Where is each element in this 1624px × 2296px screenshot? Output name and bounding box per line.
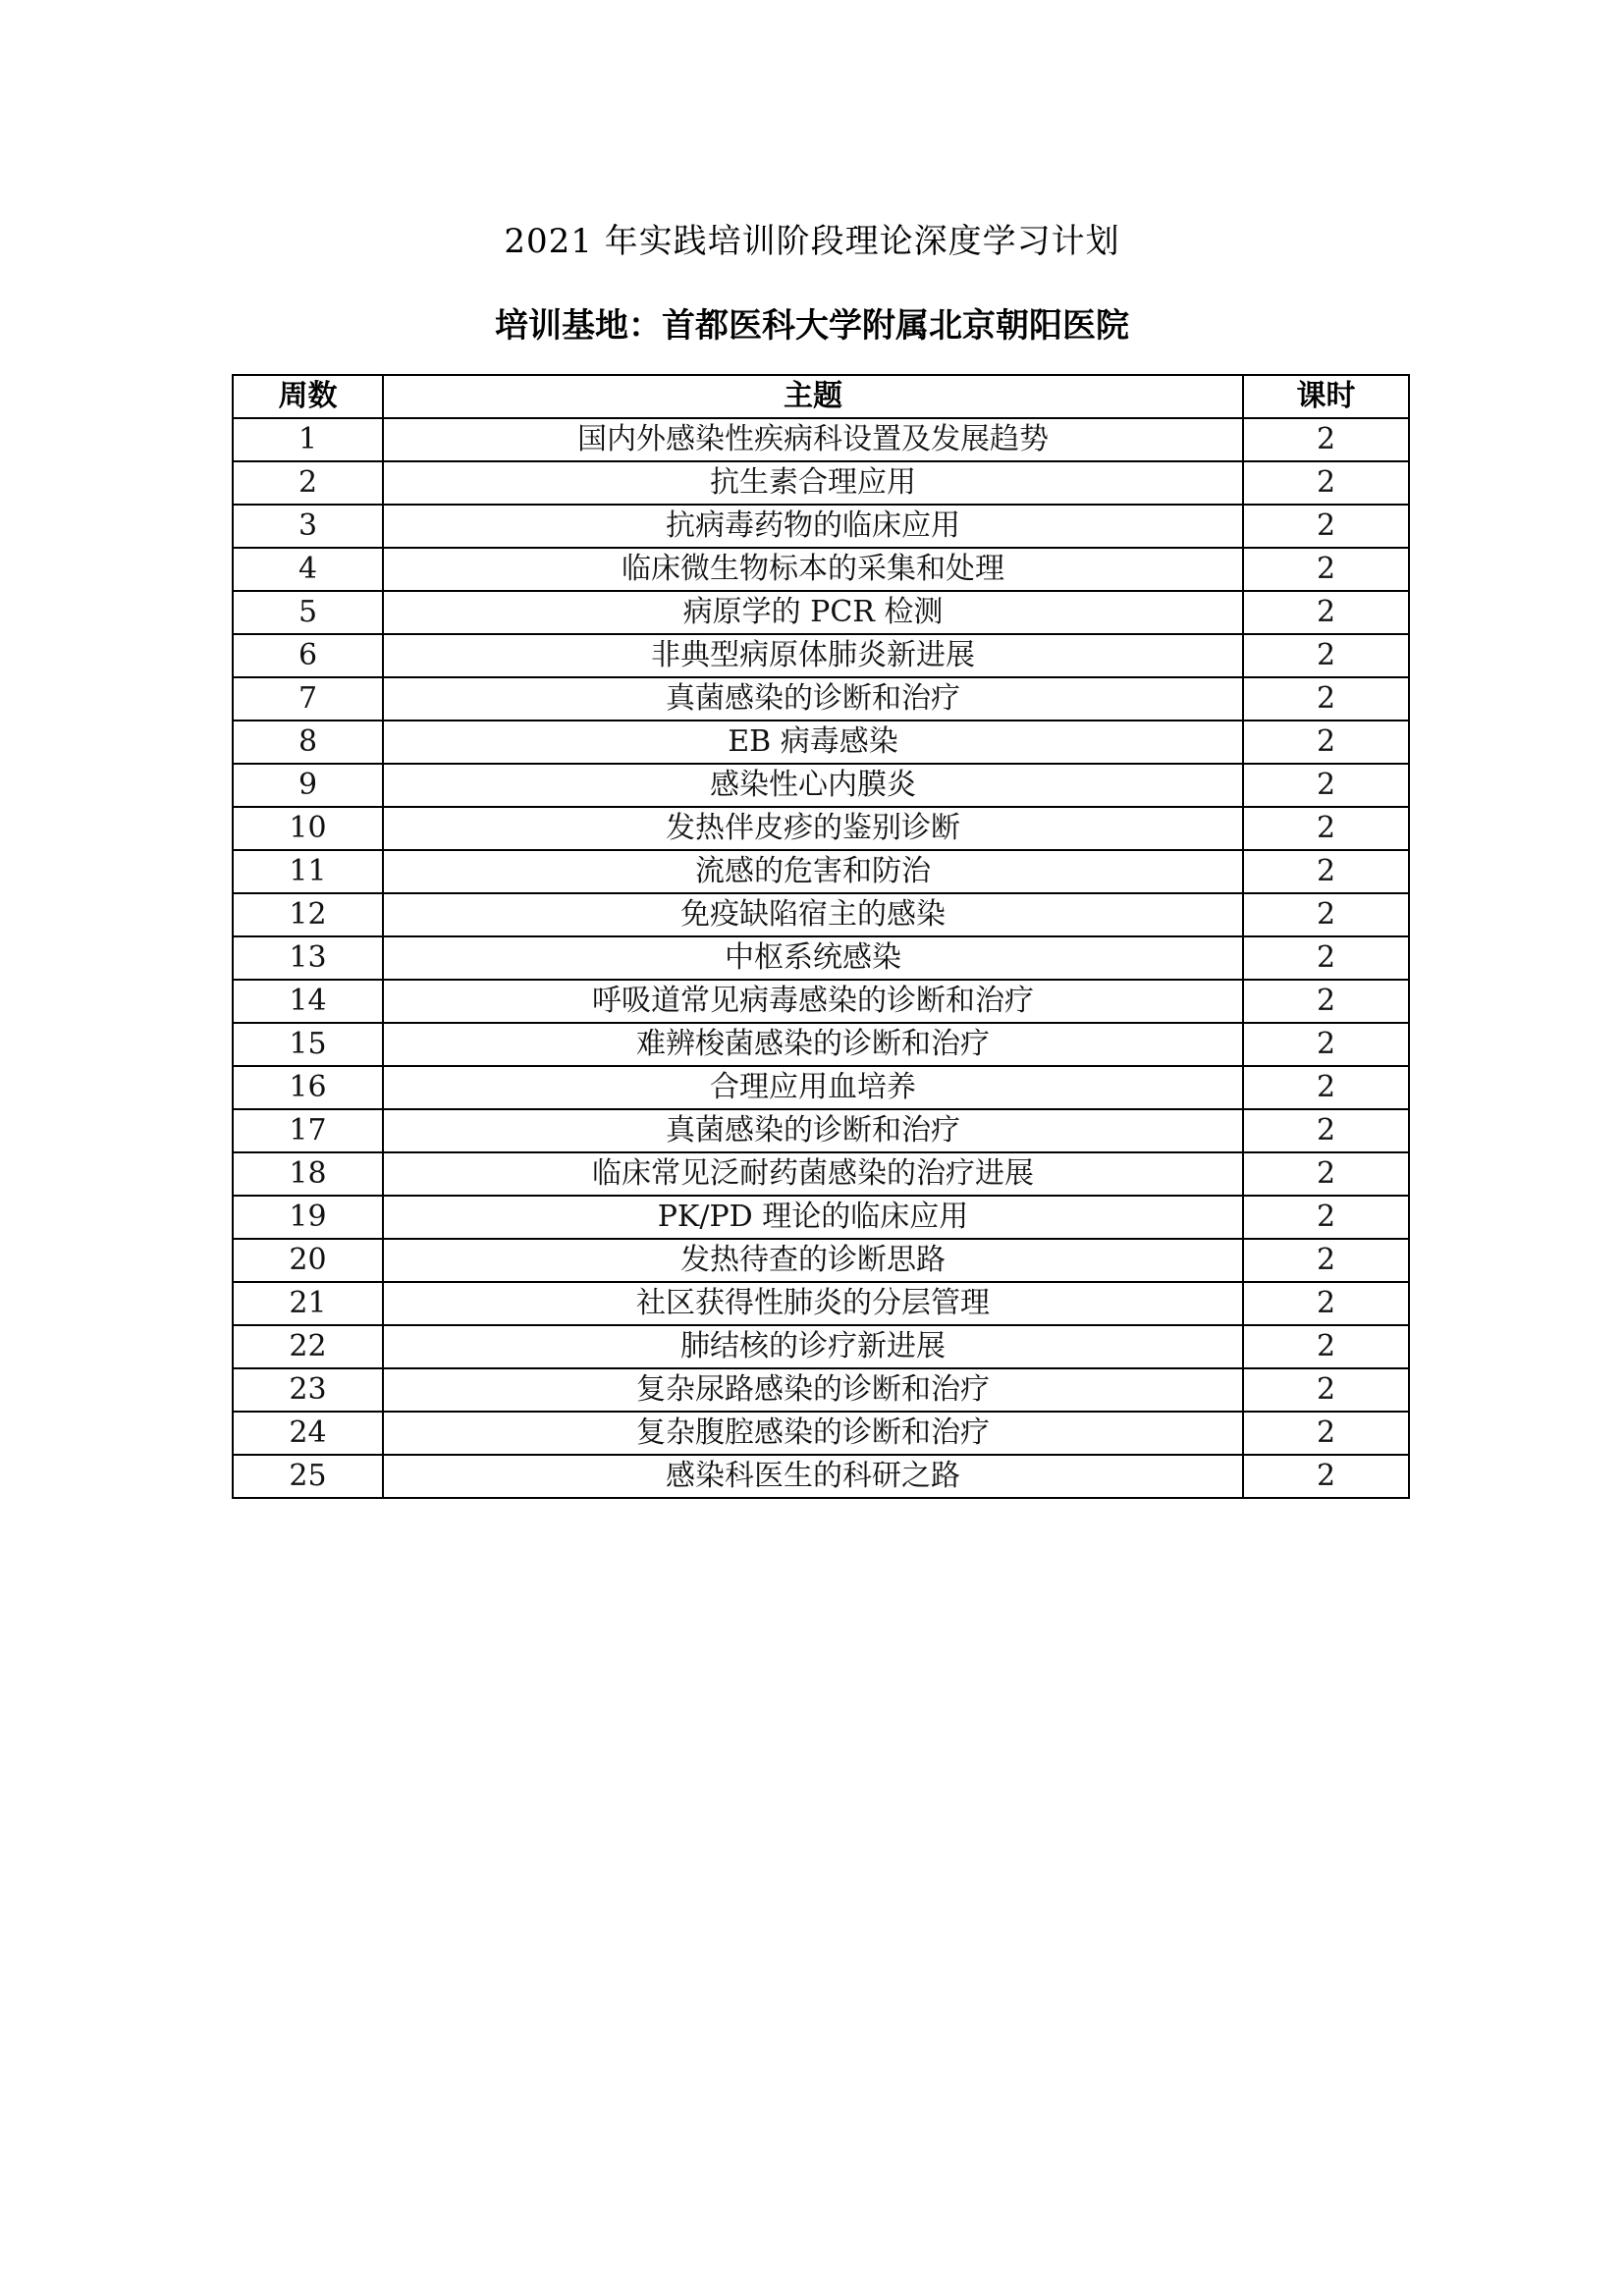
table-row (233, 980, 1409, 1023)
topic-cell: PK/PD 理论的临床应用 (383, 1196, 1243, 1239)
week-cell: 24 (233, 1412, 383, 1455)
week-cell: 19 (233, 1196, 383, 1239)
hours-cell: 2 (1243, 634, 1409, 677)
table-row (233, 505, 1409, 548)
hours-cell: 2 (1243, 1412, 1409, 1455)
topic-cell: 临床微生物标本的采集和处理 (383, 548, 1243, 591)
hours-cell: 2 (1243, 1023, 1409, 1066)
topic-cell: 病原学的 PCR 检测 (383, 591, 1243, 634)
training-base-subtitle: 培训基地：首都医科大学附属北京朝阳医院 (495, 306, 1129, 346)
table-row (233, 1109, 1409, 1152)
table-row (233, 1196, 1409, 1239)
topic-cell: 免疫缺陷宿主的感染 (383, 893, 1243, 936)
table-row (233, 634, 1409, 677)
topic-cell: 社区获得性肺炎的分层管理 (383, 1282, 1243, 1325)
week-cell: 3 (233, 505, 383, 548)
hours-cell: 2 (1243, 764, 1409, 807)
table-row (233, 721, 1409, 764)
week-cell: 22 (233, 1325, 383, 1368)
week-cell: 11 (233, 850, 383, 893)
table-row (233, 418, 1409, 461)
topic-cell: 抗生素合理应用 (383, 461, 1243, 505)
hours-cell: 2 (1243, 893, 1409, 936)
week-cell: 21 (233, 1282, 383, 1325)
table-header-row (233, 375, 1409, 418)
topic-cell: 感染性心内膜炎 (383, 764, 1243, 807)
week-cell: 6 (233, 634, 383, 677)
table-row (233, 1455, 1409, 1498)
week-cell: 25 (233, 1455, 383, 1498)
table-row (233, 1239, 1409, 1282)
topic-cell: 感染科医生的科研之路 (383, 1455, 1243, 1498)
week-cell: 7 (233, 677, 383, 721)
week-cell: 16 (233, 1066, 383, 1109)
topic-cell: 流感的危害和防治 (383, 850, 1243, 893)
table-row (233, 677, 1409, 721)
table-row (233, 936, 1409, 980)
header-week: 周数 (233, 375, 383, 418)
topic-cell: 发热伴皮疹的鉴别诊断 (383, 807, 1243, 850)
week-cell: 14 (233, 980, 383, 1023)
week-cell: 20 (233, 1239, 383, 1282)
topic-cell: 复杂腹腔感染的诊断和治疗 (383, 1412, 1243, 1455)
topic-cell: 发热待查的诊断思路 (383, 1239, 1243, 1282)
table-body (233, 418, 1409, 1498)
hours-cell: 2 (1243, 721, 1409, 764)
table-row (233, 1368, 1409, 1412)
topic-cell: 难辨梭菌感染的诊断和治疗 (383, 1023, 1243, 1066)
hours-cell: 2 (1243, 461, 1409, 505)
hours-cell: 2 (1243, 1196, 1409, 1239)
hours-cell: 2 (1243, 850, 1409, 893)
hours-cell: 2 (1243, 505, 1409, 548)
study-plan-table (232, 374, 1410, 1499)
topic-cell: 复杂尿路感染的诊断和治疗 (383, 1368, 1243, 1412)
week-cell: 5 (233, 591, 383, 634)
week-cell: 12 (233, 893, 383, 936)
table-row (233, 1023, 1409, 1066)
hours-cell: 2 (1243, 807, 1409, 850)
week-cell: 4 (233, 548, 383, 591)
table-row (233, 807, 1409, 850)
topic-cell: 非典型病原体肺炎新进展 (383, 634, 1243, 677)
hours-cell: 2 (1243, 1239, 1409, 1282)
hours-cell: 2 (1243, 1152, 1409, 1196)
hours-cell: 2 (1243, 418, 1409, 461)
week-cell: 18 (233, 1152, 383, 1196)
table-row (233, 591, 1409, 634)
topic-cell: 抗病毒药物的临床应用 (383, 505, 1243, 548)
topic-cell: EB 病毒感染 (383, 721, 1243, 764)
hours-cell: 2 (1243, 677, 1409, 721)
week-cell: 10 (233, 807, 383, 850)
week-cell: 2 (233, 461, 383, 505)
table-row (233, 764, 1409, 807)
table-row (233, 1066, 1409, 1109)
hours-cell: 2 (1243, 1066, 1409, 1109)
table-row (233, 1412, 1409, 1455)
week-cell: 15 (233, 1023, 383, 1066)
week-cell: 8 (233, 721, 383, 764)
table-row (233, 1282, 1409, 1325)
table-row (233, 1325, 1409, 1368)
table-row (233, 1152, 1409, 1196)
topic-cell: 中枢系统感染 (383, 936, 1243, 980)
document-title: 2021 年实践培训阶段理论深度学习计划 (504, 222, 1120, 261)
topic-cell: 真菌感染的诊断和治疗 (383, 677, 1243, 721)
hours-cell: 2 (1243, 1109, 1409, 1152)
topic-cell: 真菌感染的诊断和治疗 (383, 1109, 1243, 1152)
topic-cell: 肺结核的诊疗新进展 (383, 1325, 1243, 1368)
week-cell: 17 (233, 1109, 383, 1152)
week-cell: 23 (233, 1368, 383, 1412)
hours-cell: 2 (1243, 936, 1409, 980)
table-row (233, 461, 1409, 505)
hours-cell: 2 (1243, 980, 1409, 1023)
hours-cell: 2 (1243, 548, 1409, 591)
header-topic: 主题 (383, 375, 1243, 418)
week-cell: 13 (233, 936, 383, 980)
table-row (233, 893, 1409, 936)
topic-cell: 呼吸道常见病毒感染的诊断和治疗 (383, 980, 1243, 1023)
topic-cell: 国内外感染性疾病科设置及发展趋势 (383, 418, 1243, 461)
hours-cell: 2 (1243, 591, 1409, 634)
hours-cell: 2 (1243, 1368, 1409, 1412)
topic-cell: 合理应用血培养 (383, 1066, 1243, 1109)
header-hours: 课时 (1243, 375, 1409, 418)
hours-cell: 2 (1243, 1282, 1409, 1325)
week-cell: 9 (233, 764, 383, 807)
table-row (233, 548, 1409, 591)
week-cell: 1 (233, 418, 383, 461)
hours-cell: 2 (1243, 1325, 1409, 1368)
table-row (233, 850, 1409, 893)
topic-cell: 临床常见泛耐药菌感染的治疗进展 (383, 1152, 1243, 1196)
hours-cell: 2 (1243, 1455, 1409, 1498)
